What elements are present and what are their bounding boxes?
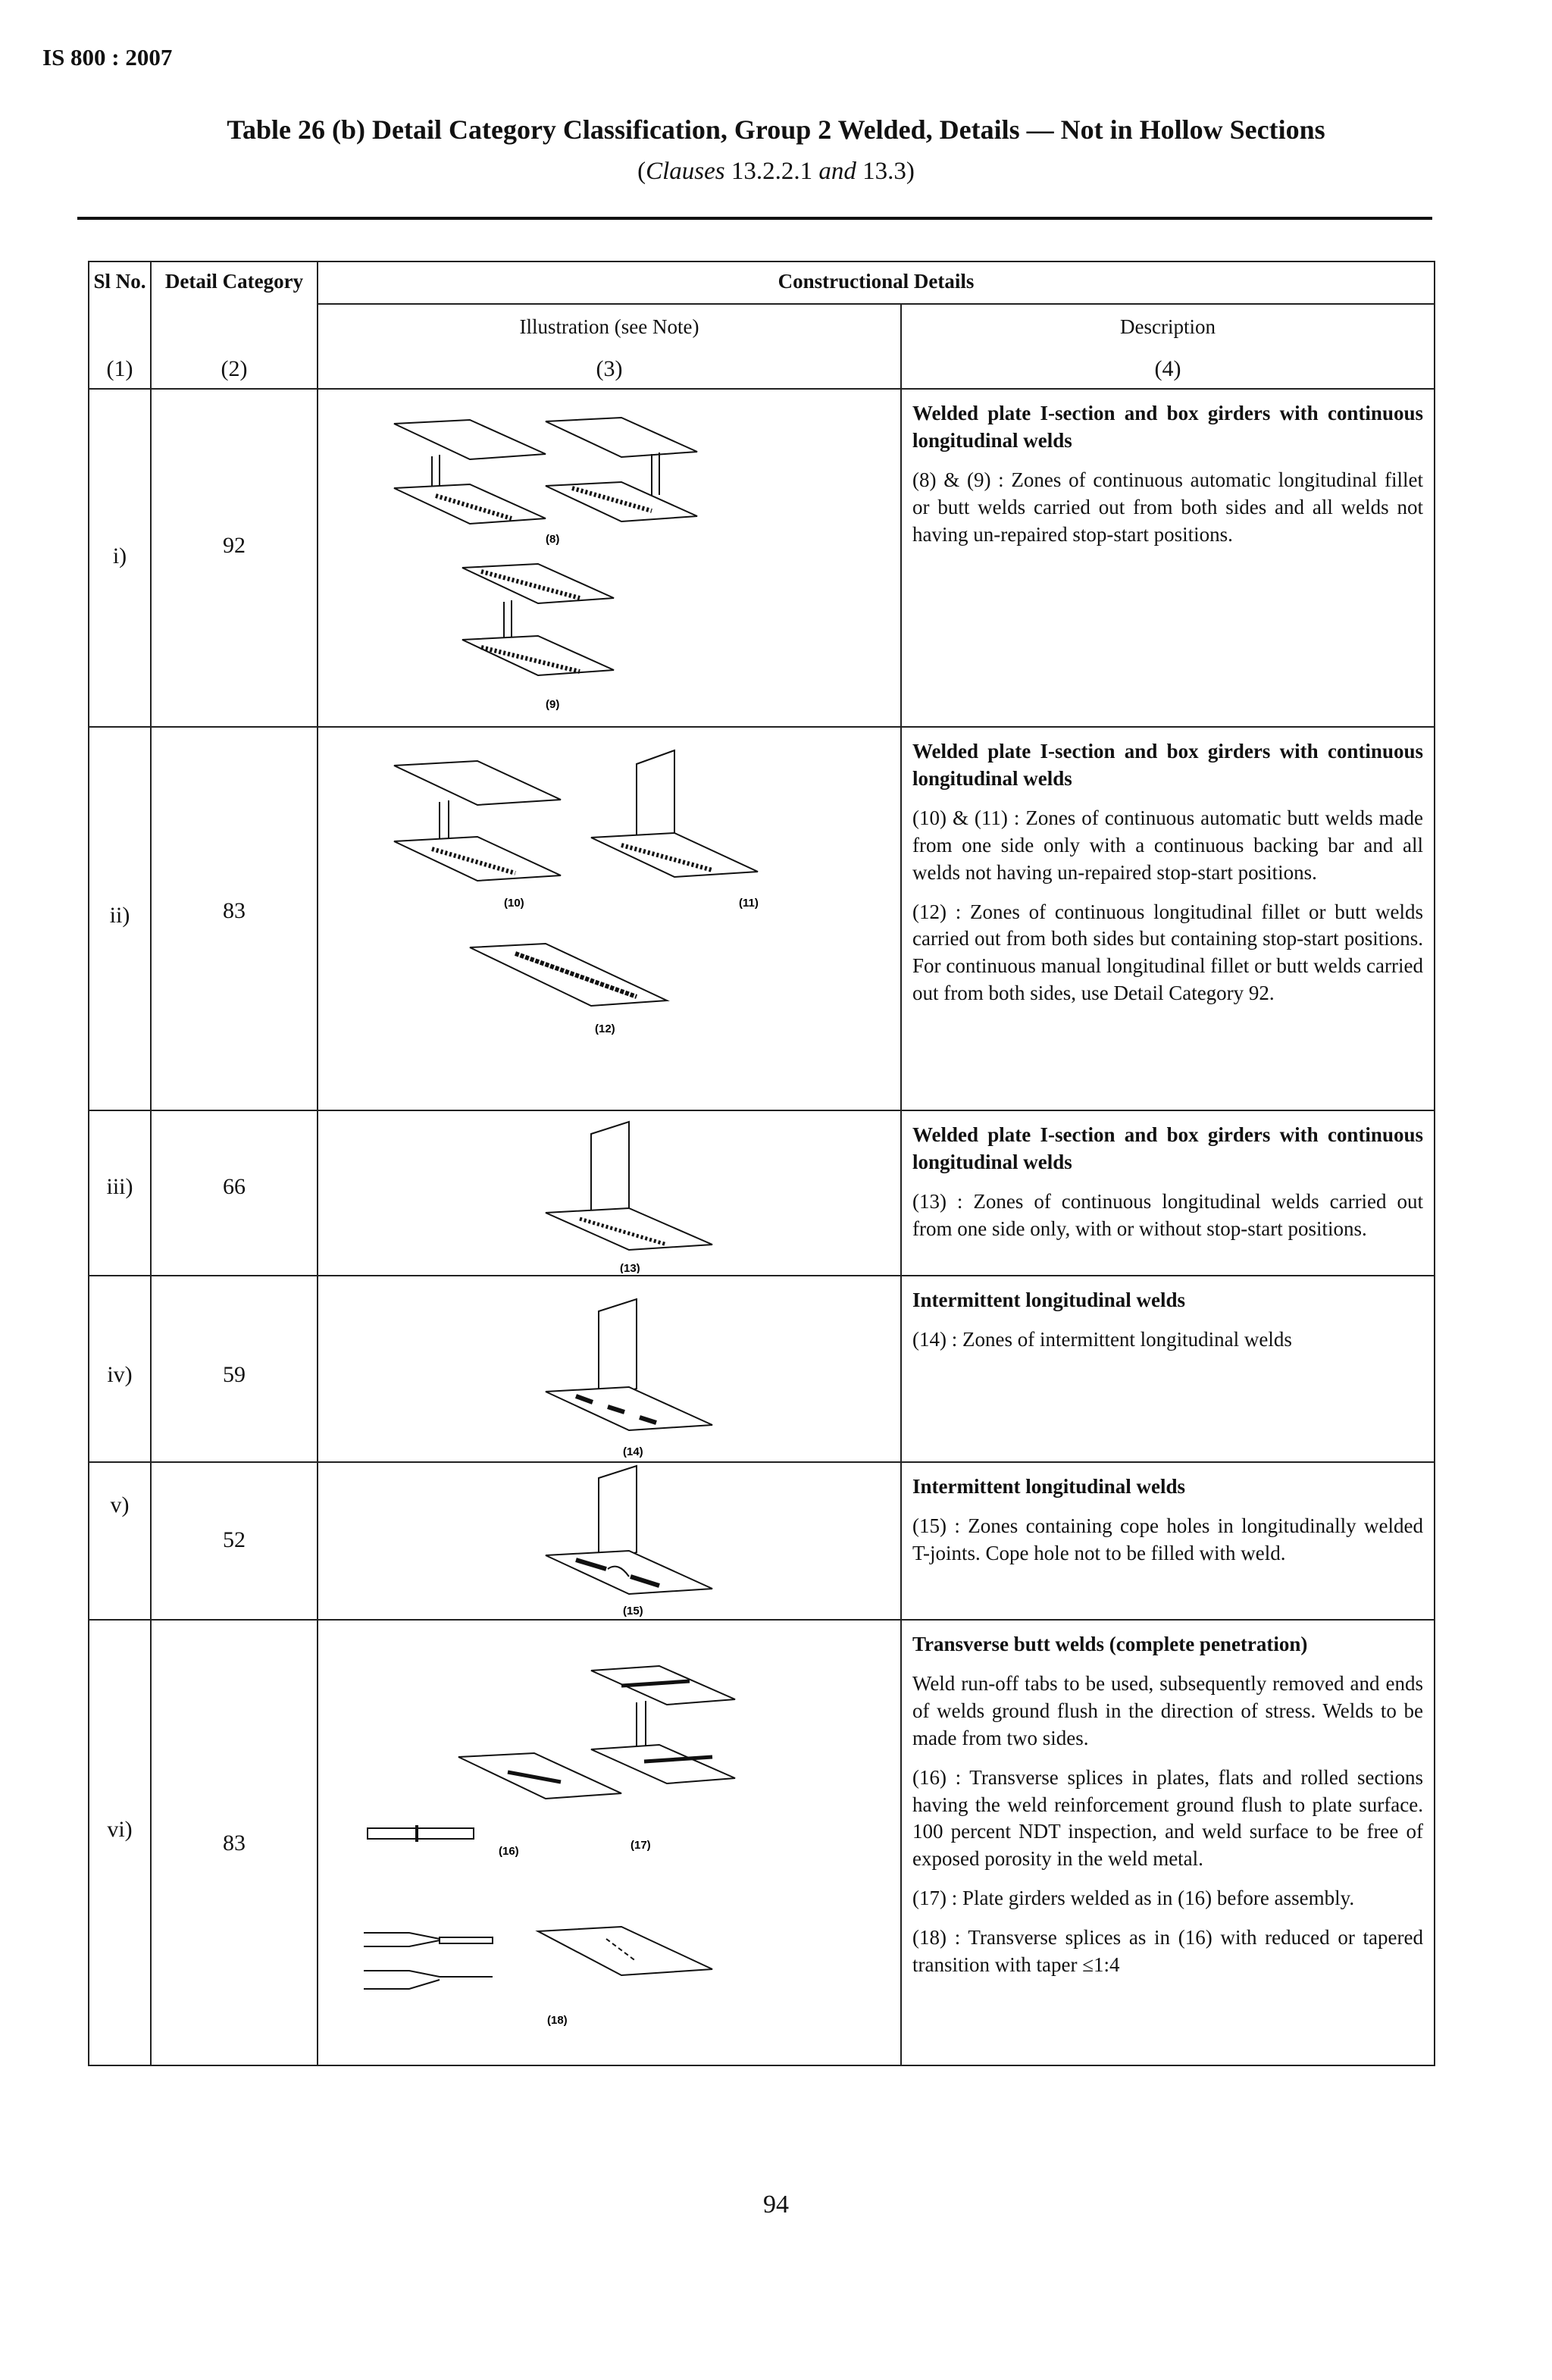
weld-illustration-10-12 — [318, 728, 899, 1108]
illustration-cell — [318, 1276, 901, 1462]
illustration-cell — [318, 727, 901, 1110]
table-row — [89, 1620, 1435, 2065]
category-cell — [151, 1276, 318, 1462]
description-paragraph: Weld run-off tabs to be used, subsequently removed and ends of welds ground flush in the direction of stress. Welds to be made from two sides. — [912, 1671, 1423, 1749]
category-cell — [151, 1620, 318, 2065]
description-paragraph: (10) & (11) : Zones of continuous automatic butt welds made from one side only with a continuous backing bar and all welds not having un-repaired stop-start positions. — [912, 806, 1423, 884]
weld-illustration-8-9 — [318, 390, 899, 725]
category-cell — [151, 389, 318, 727]
description-cell — [901, 1276, 1435, 1462]
description-cell — [901, 1462, 1435, 1620]
table-row — [89, 1276, 1435, 1462]
table-row — [89, 389, 1435, 727]
description-paragraph: (15) : Zones containing cope holes in longitudinally welded T-joints. Cope hole not to be filled with weld. — [912, 1514, 1423, 1564]
sl-number: i) — [112, 543, 127, 568]
sl-cell — [89, 1276, 151, 1462]
sl-number: ii) — [109, 903, 130, 928]
sl-cell — [89, 727, 151, 1110]
weld-illustration-13 — [318, 1111, 899, 1273]
illustration-cell — [318, 1110, 901, 1276]
description-cell — [901, 1110, 1435, 1276]
header-constructional-details: Constructional Details — [318, 261, 1435, 304]
detail-category-value: 83 — [223, 1830, 246, 1855]
sl-number: vi) — [107, 1817, 133, 1842]
description-cell — [901, 727, 1435, 1110]
sl-cell — [89, 1620, 151, 2065]
label-11: (11) — [739, 897, 759, 910]
description-heading: Intermittent longitudinal welds — [912, 1475, 1186, 1498]
header-detail-category: Detail Category — [151, 261, 318, 354]
sl-number: iv) — [107, 1362, 133, 1387]
clause-reference: (Clauses 13.2.2.1 and 13.3) — [637, 158, 915, 185]
label-10: (10) — [504, 897, 524, 910]
label-9: (9) — [546, 698, 560, 711]
label-13: (13) — [620, 1262, 640, 1273]
label-8: (8) — [546, 533, 560, 546]
table-title: Table 26 (b) Detail Category Classification, Group 2 Welded, Details — Not in Hollow Sections — [227, 114, 1325, 145]
category-cell — [151, 1110, 318, 1276]
weld-illustration-14 — [318, 1276, 899, 1460]
table-row — [89, 1462, 1435, 1620]
detail-category-value: 59 — [223, 1362, 246, 1387]
category-cell — [151, 1462, 318, 1620]
sl-cell — [89, 1462, 151, 1620]
label-16: (16) — [499, 1845, 519, 1858]
sl-number: v) — [110, 1492, 130, 1517]
description-heading: Intermittent longitudinal welds — [912, 1289, 1186, 1311]
col-num-2: (2) — [151, 354, 318, 389]
col-num-4: (4) — [901, 354, 1435, 389]
label-17: (17) — [630, 1839, 651, 1852]
title-rule — [77, 217, 1432, 220]
illustration-cell — [318, 389, 901, 727]
description-paragraph: (18) : Transverse splices as in (16) with reduced or tapered transition with taper ≤1:4 — [912, 1926, 1423, 1977]
detail-category-table — [88, 261, 1435, 2066]
table-row — [89, 727, 1435, 1110]
description-cell — [901, 389, 1435, 727]
sl-number: iii) — [106, 1174, 133, 1199]
description-paragraph: (14) : Zones of intermittent longitudinal welds — [912, 1327, 1292, 1351]
description-paragraph: (17) : Plate girders welded as in (16) before assembly. — [912, 1887, 1355, 1910]
header-illustration: Illustration (see Note) — [318, 304, 901, 354]
sl-cell — [89, 1110, 151, 1276]
col-num-3: (3) — [318, 354, 901, 389]
description-heading: Welded plate I-section and box girders with continuous longitudinal welds — [912, 402, 1423, 452]
illustration-cell — [318, 1462, 901, 1620]
detail-category-value: 52 — [223, 1527, 246, 1552]
description-paragraph: (8) & (9) : Zones of continuous automatic longitudinal fillet or butt welds carried out from both sides and all welds not having un-repaired stop-start positions. — [912, 468, 1423, 546]
description-cell — [901, 1620, 1435, 2065]
description-heading: Transverse butt welds (complete penetration) — [912, 1633, 1308, 1655]
illustration-cell — [318, 1620, 901, 2065]
col-num-1: (1) — [89, 354, 151, 389]
table-row — [89, 1110, 1435, 1276]
detail-category-value: 66 — [223, 1174, 246, 1199]
label-12: (12) — [595, 1022, 615, 1035]
header-sl-no: Sl No. — [89, 261, 151, 354]
weld-illustration-16-18 — [318, 1621, 899, 2063]
category-cell — [151, 727, 318, 1110]
detail-category-value: 92 — [223, 533, 246, 558]
description-paragraph: (13) : Zones of continuous longitudinal welds carried out from one side only, with or without stop-start positions. — [912, 1189, 1423, 1240]
header-description: Description — [901, 304, 1435, 354]
description-heading: Welded plate I-section and box girders with continuous longitudinal welds — [912, 740, 1423, 790]
standard-code: IS 800 : 2007 — [42, 44, 173, 70]
detail-category-value: 83 — [223, 898, 246, 923]
description-paragraph: (12) : Zones of continuous longitudinal fillet or butt welds carried out from both sides but containing stop-start positions. For continuous manual longitudinal fillet or butt welds carried out from both sides, use Detail Category 92. — [912, 900, 1423, 1005]
description-paragraph: (16) : Transverse splices in plates, flats and rolled sections having the weld reinforcement ground flush to plate surface. 100 percent NDT inspection, and weld surface to be free of exposed porosity in the weld metal. — [912, 1765, 1423, 1871]
weld-illustration-15 — [318, 1463, 899, 1617]
label-15: (15) — [623, 1605, 643, 1617]
label-18: (18) — [547, 2014, 568, 2027]
page-number: 94 — [763, 2191, 789, 2219]
label-14: (14) — [623, 1445, 643, 1458]
description-heading: Welded plate I-section and box girders with continuous longitudinal welds — [912, 1123, 1423, 1173]
sl-cell — [89, 389, 151, 727]
